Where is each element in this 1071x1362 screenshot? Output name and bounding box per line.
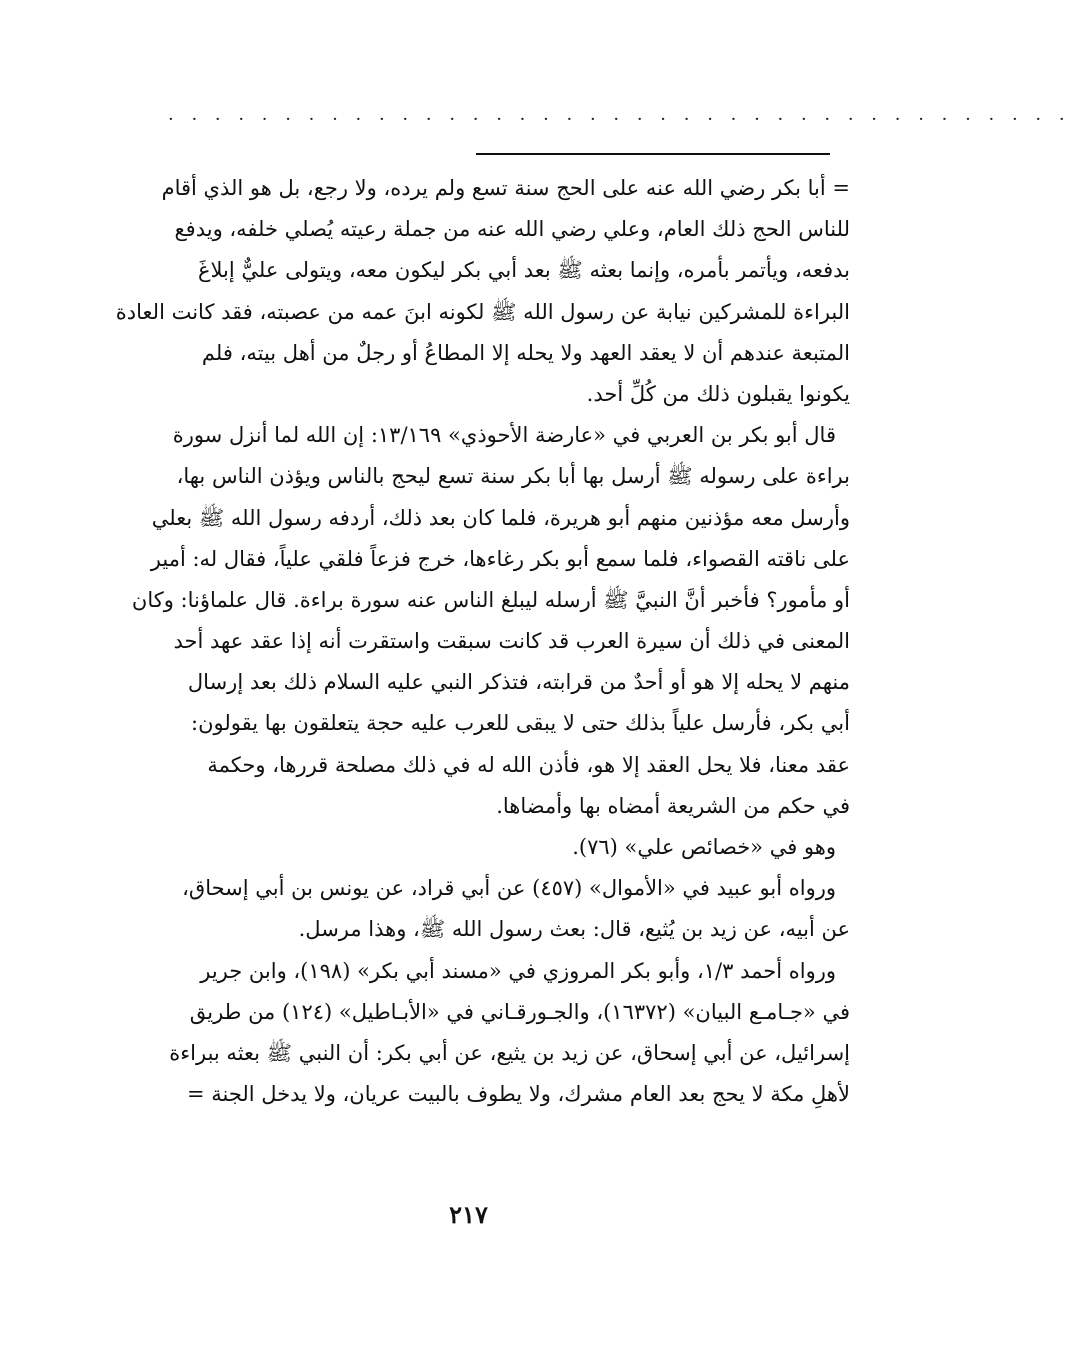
text-line: وهو في «خصائص علي» (٧٦). xyxy=(572,835,836,859)
text-line: يكونوا يقبلون ذلك من كُلِّ أحد. xyxy=(586,381,850,406)
text-line: ورواه أبو عبيد في «الأموال» (٤٥٧) عن أبي قراد، عن يونس بن أبي إسحاق، xyxy=(182,876,836,901)
text-line: عقد معنا، فلا يحل العقد إلا هو، فأذن الله له في ذلك مصلحة قررها، وحكمة xyxy=(207,752,850,777)
text-line: أبي بكر، فأرسل علياً بذلك حتى لا يبقى للعرب عليه حجة يتعلقون بها يقولون: xyxy=(191,711,850,736)
text-line: للناس الحج ذلك العام، وعلي رضي الله عنه من جملة رعيته يُصلي خلفه، ويدفع xyxy=(174,217,850,242)
text-line: المتبعة عندهم أن لا يعقد العهد ولا يحله إلا المطاعُ أو رجلٌ من أهل بيته، فلم xyxy=(201,340,850,365)
text-line: وأرسل معه مؤذنين منهم أبو هريرة، فلما كان بعد ذلك، أردفه رسول الله ﷺ بعلي xyxy=(151,505,850,530)
text-line: منهم لا يحله إلا هو أو أحدٌ من قرابته، فتذكر النبي عليه السلام ذلك بعد إرسال xyxy=(187,670,850,695)
text-line: بدفعه، ويأتمر بأمره، وإنما بعثه ﷺ بعد أبي بكر ليكون معه، ويتولى عليٌّ إبلاغَ xyxy=(198,258,850,283)
text-line: براءة على رسوله ﷺ أرسل بها أبا بكر سنة تسع ليحج بالناس ويؤذن الناس بها، xyxy=(176,464,850,489)
footnote-text-block xyxy=(112,168,850,1115)
dotted-separator: · · · · · · · · · · · · · · · · · · · · · · · · · · · · · · · · · · · · · · · xyxy=(168,109,1071,130)
text-line: البراءة للمشركين نيابة عن رسول الله ﷺ لكونه ابنَ عمه من عصبته، فقد كانت العادة xyxy=(115,299,850,324)
text-line: عن أبيه، عن زيد بن يُثيع، قال: بعث رسول الله ﷺ، وهذا مرسل. xyxy=(298,917,850,942)
text-line: = أبا بكر رضي الله عنه على الحج سنة تسع ولم يرده، ولا رجع، بل هو الذي أقام xyxy=(161,176,850,200)
text-line: ورواه أحمد ١/٣، وأبو بكر المروزي في «مسند أبي بكر» (١٩٨)، وابن جرير xyxy=(200,958,836,983)
text-line: على ناقته القصواء، فلما سمع أبو بكر رغاءها، خرج فزعاً فلقي علياً، فقال له: أمير xyxy=(150,546,850,571)
text-line: المعنى في ذلك أن سيرة العرب قد كانت سبقت واستقرت أنه إذا عقد عهد أحد xyxy=(173,629,850,654)
text-line: إسرائيل، عن أبي إسحاق، عن زيد بن يثيع، عن أبي بكر: أن النبي ﷺ بعثه ببراءة xyxy=(169,1040,850,1065)
text-line: لأهلِ مكة لا يحج بعد العام مشرك، ولا يطوف بالبيت عريان، ولا يدخل الجنة = xyxy=(186,1082,850,1107)
page-number: ٢١٧ xyxy=(449,1200,488,1229)
text-line: قال أبو بكر بن العربي في «عارضة الأحوذي» ١٣/١٦٩: إن الله لما أنزل سورة xyxy=(172,423,836,448)
text-line: في «جـامـع البيان» (١٦٣٧٢)، والجـورقـاني في «الأبـاطيل» (١٢٤) من طريق xyxy=(189,999,850,1024)
text-line: أو مأمور؟ فأخبر أنَّ النبيَّ ﷺ أرسله ليبلغ الناس عنه سورة براءة. قال علماؤنا: وكان xyxy=(131,587,850,612)
footnote-rule xyxy=(476,153,830,155)
text-line: في حكم من الشريعة أمضاه بها وأمضاها. xyxy=(496,793,850,818)
